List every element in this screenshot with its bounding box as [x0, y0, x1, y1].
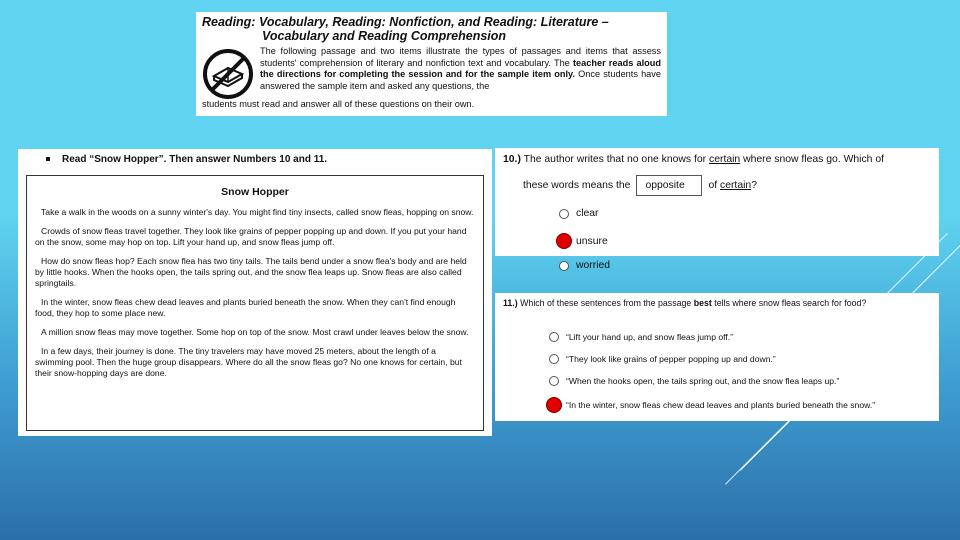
- bullet-icon: [46, 157, 50, 161]
- passage-paragraph: In the winter, snow fleas chew dead leaves and plants buried beneath the snow. When they can't find enough food, they hop to some place new.: [35, 297, 456, 318]
- passage-paragraph: Take a walk in the woods on a sunny winter's day. You might find tiny insects, called snow fleas, hopping on snow.: [41, 207, 474, 217]
- section-title-line1: Reading: Vocabulary, Reading: Nonfiction, and Reading: Literature –: [202, 15, 609, 29]
- question-10-text: 10.) The author writes that no one knows for certain where snow fleas go. Which of: [503, 154, 885, 165]
- question-10-line2: these words means the opposite of certain ?: [523, 175, 931, 196]
- question-11-text: 11.) Which of these sentences from the passage best tells where snow fleas search for food?: [503, 298, 867, 308]
- passage-instruction: Read “Snow Hopper”. Then answer Numbers 10 and 11.: [46, 154, 482, 165]
- answer-option[interactable]: “When the hooks open, the tails spring out, and the snow flea leaps up.”: [549, 376, 839, 386]
- decorative-line: [740, 421, 790, 471]
- answer-option[interactable]: clear: [559, 208, 599, 219]
- passage-paragraph: A million snow fleas may move together. Some hop on top of the snow. Most crawl under leaves below the snow.: [41, 327, 469, 337]
- passage-paragraph: How do snow fleas hop? Each snow flea has two tiny tails. The tails bend under a snow flea's body and are held by little hooks. When the hooks open, the tails spring out, and the snow flea leaps up. Snow fleas are also called springtails.: [35, 256, 467, 288]
- directions-text-tail: students must read and answer all of these questions on their own.: [202, 99, 475, 109]
- passage-paragraph: In a few days, their journey is done. The tiny travelers may have moved 25 meters, about the length of a swimming pool. Then the huge group disappears. Where do all the snow fleas go? No one knows for certain, but their snow-hopping days are done.: [35, 346, 462, 378]
- answer-option[interactable]: worried: [559, 260, 610, 271]
- directions-text: The following passage and two items illustrate the types of passages and items that assess students' comprehension of literary and nonfiction text and vocabulary. The teacher reads aloud the directions for completing the session and for the sample item only. Once students have answered the sample item and asked any questions, the: [260, 46, 661, 91]
- question-10-panel: [495, 148, 939, 271]
- answer-option-selected[interactable]: “In the winter, snow fleas chew dead leaves and plants buried beneath the snow.”: [549, 397, 875, 413]
- radio-button[interactable]: [549, 332, 559, 342]
- opposite-box: opposite: [636, 175, 702, 196]
- answer-option[interactable]: “They look like grains of pepper popping up and down.”: [549, 354, 776, 364]
- radio-button[interactable]: [559, 209, 569, 219]
- answer-option[interactable]: “Lift your hand up, and snow fleas jump off.”: [549, 332, 733, 342]
- section-title-line2: Vocabulary and Reading Comprehension: [262, 29, 507, 43]
- passage-paragraph: Crowds of snow fleas travel together. They look like grains of pepper popping up and down. If you put your hand on the snow, some may hop on top. Lift your hand up, and snow fleas jump off.: [35, 226, 467, 247]
- no-book-icon: [202, 48, 254, 100]
- answer-option-selected[interactable]: unsure: [559, 233, 608, 249]
- passage-panel: [18, 149, 492, 436]
- radio-button-selected[interactable]: [556, 233, 572, 249]
- passage-title: Snow Hopper: [221, 186, 289, 198]
- radio-button[interactable]: [559, 261, 569, 271]
- question-11-panel: [495, 293, 939, 421]
- radio-button[interactable]: [549, 376, 559, 386]
- radio-button-selected[interactable]: [546, 397, 562, 413]
- directions-panel: [196, 12, 667, 116]
- radio-button[interactable]: [549, 354, 559, 364]
- passage-box: [26, 175, 484, 431]
